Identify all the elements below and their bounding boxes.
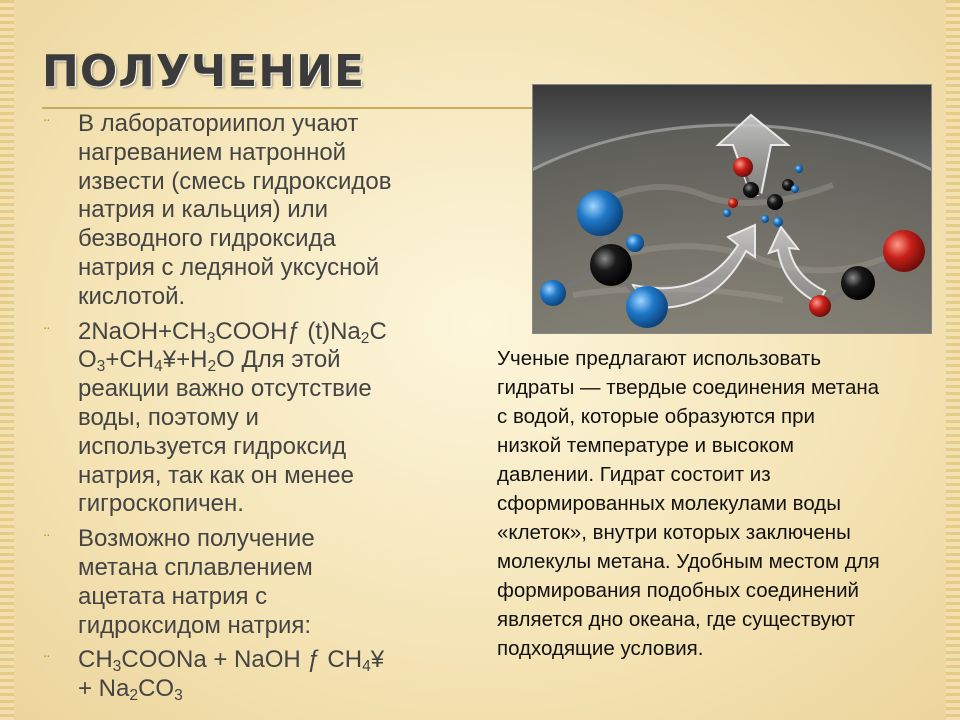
caption-line: подходящие условия. <box>497 637 704 660</box>
caption-line: низкой температуре и высоком <box>497 434 794 457</box>
hydrogen-atom <box>577 190 623 236</box>
caption-line: является дно океана, где существуют <box>497 608 856 631</box>
text-line: кислотой. <box>78 282 186 310</box>
bullet-fusion-equation <box>40 646 480 704</box>
hydrogen-atom <box>761 215 769 223</box>
caption-line: гидраты — твердые соединения метана <box>497 376 880 399</box>
reaction-arrow-glyph: ƒ <box>307 646 321 674</box>
text-line: ацетата натрия с <box>78 582 268 610</box>
bullet-marker-icon: ¨ <box>44 323 50 343</box>
hydrogen-atom <box>626 234 644 252</box>
hydrogen-atom <box>773 217 783 227</box>
bullet-marker-icon: ¨ <box>44 531 50 551</box>
text-line: Возможно получение <box>78 525 315 553</box>
caption-line: давлении. Гидрат состоит из <box>497 463 771 486</box>
text-line: В лабораториипол учают <box>78 110 359 137</box>
text-line: гигроскопичен. <box>78 490 244 518</box>
left-edge-decoration <box>0 0 14 720</box>
bullet-list <box>40 110 480 710</box>
hydrogen-atom <box>723 209 731 217</box>
text-line: воды, поэтому и <box>78 403 259 431</box>
caption-line: Ученые предлагают использовать <box>497 347 822 370</box>
text-line: извести (смесь гидроксидов <box>78 167 392 195</box>
hydrogen-atom <box>540 280 566 306</box>
oxygen-atom <box>733 157 753 177</box>
hydrogen-atom <box>791 185 799 193</box>
text-line: используется гидроксид <box>78 432 347 460</box>
caption-line: «клеток», внутри которых заключены <box>497 521 851 544</box>
equation: $2NaOH+CH_3COOHƒ$ $(t)Na_2C$ $O_3+CH_4¥+H_2O$ <box>78 317 387 376</box>
text-line: метана сплавлением <box>78 553 313 581</box>
bullet-lab-preparation <box>40 110 480 312</box>
hydrogen-atom <box>795 165 803 173</box>
bullet-marker-icon: ¨ <box>44 652 50 672</box>
carbon-atom <box>590 244 632 286</box>
oxygen-atom <box>883 230 925 272</box>
carbon-atom <box>767 194 783 210</box>
text-line: реакции важно отсутствие <box>78 375 372 403</box>
slide-title: ПОЛУЧЕНИЕ <box>42 46 366 97</box>
right-edge-decoration <box>946 0 960 720</box>
oxygen-atom <box>809 295 831 317</box>
carbon-atom <box>841 266 875 300</box>
caption-line: формирования подобных соединений <box>497 579 859 602</box>
text-line: натрия с ледяной уксусной <box>78 253 380 281</box>
text-line: Для этой <box>241 346 341 374</box>
caption-line: сформированных молекулами воды <box>497 492 841 515</box>
reaction-arrow-glyph: ƒ <box>287 317 301 345</box>
molecule-illustration-svg <box>533 85 931 333</box>
caption-line: молекулы метана. Удобным местом для <box>497 550 880 573</box>
hydrate-caption <box>497 344 937 663</box>
molecule-illustration <box>532 84 932 334</box>
bullet-reaction-equation <box>40 318 480 520</box>
text-line: натрия, так как он менее <box>78 461 354 489</box>
carbon-atom <box>743 182 759 198</box>
equation: $CH_3COONa$ + NaOH ƒ $CH_4¥$ + $Na_2CO_3$ <box>78 646 385 705</box>
hydrogen-atom <box>626 286 668 328</box>
text-line: натрия и кальция) или <box>78 196 329 224</box>
bullet-fusion-method <box>40 525 480 640</box>
title-divider <box>42 107 537 109</box>
text-line: безводного гидроксида <box>78 225 336 253</box>
text-line: нагреванием натронной <box>78 138 347 166</box>
oxygen-atom <box>728 198 738 208</box>
caption-line: с водой, которые образуются при <box>497 405 815 428</box>
text-line: гидроксидом натрия: <box>78 611 312 639</box>
bullet-marker-icon: ¨ <box>44 116 50 135</box>
